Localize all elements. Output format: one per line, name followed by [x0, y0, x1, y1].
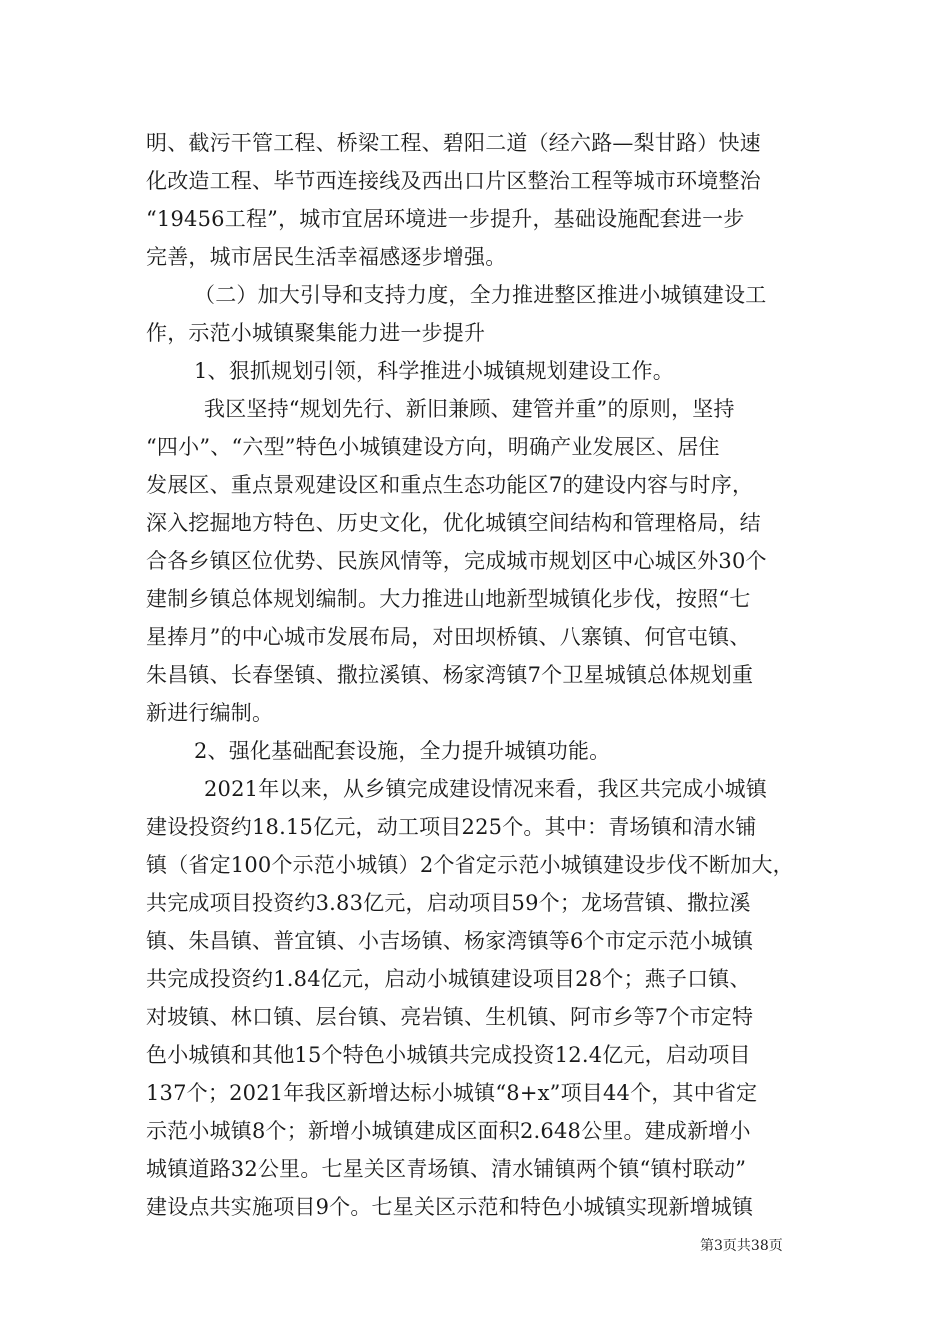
text-line: “四小”、“六型”特色小城镇建设方向，明确产业发展区、居住 [146, 435, 720, 459]
text-line: 建设投资约18.15亿元，动工项目225个。其中：青场镇和清水铺 [146, 815, 757, 839]
text-line: 新进行编制。 [146, 701, 274, 725]
text-line: 我区坚持“规划先行、新旧兼顾、建管并重”的原则，坚持 [204, 397, 735, 421]
text-line: 化改造工程、毕节西连接线及西出口片区整治工程等城市环境整治 [146, 169, 761, 193]
text-line: 示范小城镇8个；新增小城镇建成区面积2.648公里。建成新增小 [146, 1119, 751, 1143]
text-line: 共完成投资约1.84亿元，启动小城镇建设项目28个；燕子口镇、 [146, 967, 751, 991]
text-line: 城镇道路32公里。七星关区青场镇、清水铺镇两个镇“镇村联动” [146, 1157, 747, 1181]
text-line: 1、狠抓规划引领，科学推进小城镇规划建设工作。 [194, 359, 674, 383]
page-number: 第3页共38页 [700, 1238, 783, 1254]
text-line: 镇、朱昌镇、普宜镇、小吉场镇、杨家湾镇等6个市定示范小城镇 [146, 929, 754, 953]
text-line: 镇（省定100个示范小城镇）2个省定示范小城镇建设步伐不断加大， [146, 853, 794, 877]
text-line: 2、强化基础配套设施，全力提升城镇功能。 [194, 739, 611, 763]
text-line: 完善，城市居民生活幸福感逐步增强。 [146, 245, 507, 269]
text-line: 建设点共实施项目9个。七星关区示范和特色小城镇实现新增城镇 [146, 1195, 754, 1219]
text-line: 对坡镇、林口镇、层台镇、亮岩镇、生机镇、阿市乡等7个市定特 [146, 1005, 754, 1029]
text-line: 发展区、重点景观建设区和重点生态功能区7的建设内容与时序， [146, 473, 754, 497]
text-line: 深入挖掘地方特色、历史文化，优化城镇空间结构和管理格局，结 [146, 511, 761, 535]
text-line: 朱昌镇、长春堡镇、撒拉溪镇、杨家湾镇7个卫星城镇总体规划重 [146, 663, 754, 687]
text-line: 色小城镇和其他15个特色小城镇共完成投资12.4亿元，启动项目 [146, 1043, 751, 1067]
text-line: 共完成项目投资约3.83亿元，启动项目59个；龙场营镇、撒拉溪 [146, 891, 751, 915]
text-line: 星捧月”的中心城市发展布局，对田坝桥镇、八寨镇、何官屯镇、 [146, 625, 751, 649]
text-line: 作，示范小城镇聚集能力进一步提升 [146, 321, 486, 345]
text-line: 2021年以来，从乡镇完成建设情况来看，我区共完成小城镇 [204, 777, 768, 801]
text-line: 合各乡镇区位优势、民族风情等，完成城市规划区中心城区外30个 [146, 549, 767, 573]
text-line: 137个；2021年我区新增达标小城镇“8+x”项目44个，其中省定 [146, 1081, 758, 1105]
text-line: 明、截污干管工程、桥梁工程、碧阳二道（经六路—梨甘路）快速 [146, 131, 761, 155]
text-line: 建制乡镇总体规划编制。大力推进山地新型城镇化步伐，按照“七 [146, 587, 751, 611]
text-line: （二）加大引导和支持力度，全力推进整区推进小城镇建设工 [194, 283, 767, 307]
text-line: “19456工程”，城市宜居环境进一步提升，基础设施配套进一步 [146, 207, 745, 231]
